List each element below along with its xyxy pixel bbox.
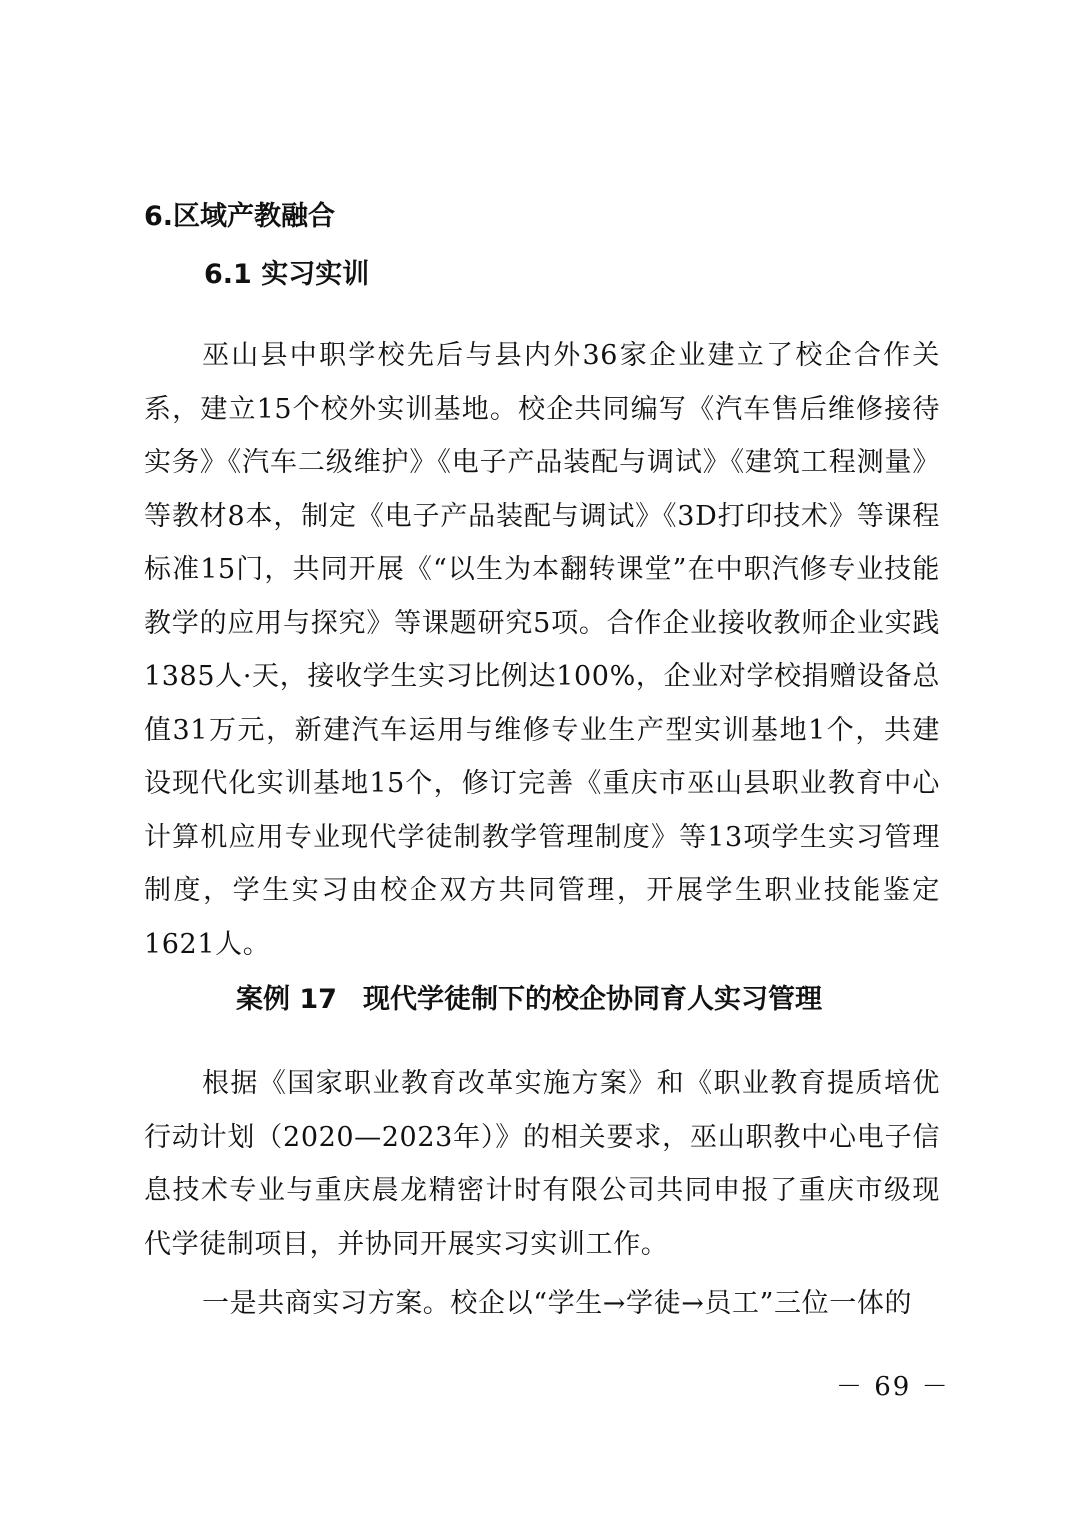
case-heading — [236, 982, 822, 1018]
subsection-heading: 6.1 实习实训 — [204, 259, 370, 290]
case-intro-paragraph: 根据《国家职业教育改革实施方案》和《职业教育提质培优行动计划（2020—2023年）》的相关要求，巫山职教中心电子信息技术专业与重庆晨龙精密计时有限公司共同申报了重庆市级现代学徒制项目，并协同开展实习实训工作。 — [144, 1068, 940, 1260]
case-number: 案例 17 — [236, 984, 337, 1015]
page-number: － 69 － — [836, 1372, 950, 1402]
first-point-paragraph: 一是共商实习方案。校企以“学生→学徒→员工”三位一体的 — [202, 1288, 913, 1319]
intro-paragraph: 巫山县中职学校先后与县内外36家企业建立了校企合作关系，建立15个校外实训基地。校企共同编写《汽车售后维修接待实务》《汽车二级维护》《电子产品装配与调试》《建筑工程测量》等教材8本，制定《电子产品装配与调试》《3D打印技术》等课程标准15门，共同开展《“以生为本翻转课堂”在中职汽修专业技能教学的应用与探究》等课题研究5项。合作企业接收教师企业实践1385人·天，接收学生实习比例达100%，企业对学校捐赠设备总值31万元，新建汽车运用与维修专业生产型实训基地1个，共建设现代化实训基地15个，修订完善《重庆市巫山县职业教育中心计算机应用专业现代学徒制教学管理制度》等13项学生实习管理制度，学生实习由校企双方共同管理，开展学生职业技能鉴定1621人。 — [144, 340, 940, 960]
case-title: 现代学徒制下的校企协同育人实习管理 — [362, 984, 822, 1015]
section-heading: 6.区域产教融合 — [144, 201, 336, 232]
